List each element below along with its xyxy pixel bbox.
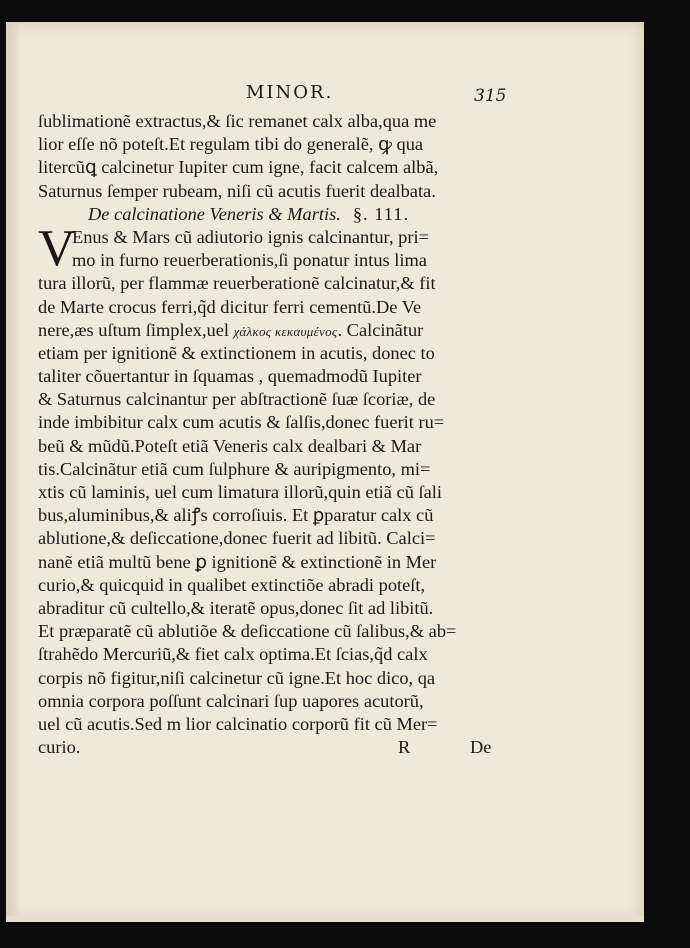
text-line: Saturnus ſemper rubeam, niſi cũ acutis fuerit dealbata. xyxy=(38,180,436,201)
line-text: . Calcinãtur xyxy=(337,319,424,340)
text-line: inde imbibitur calx cum acutis & ſalſis,donec fuerit ru= xyxy=(38,412,445,433)
text-line: uel cũ acutis.Sed m lior calcinatio corporũ fit cũ Mer= xyxy=(38,713,438,734)
running-head: MINOR. xyxy=(246,82,334,103)
final-line xyxy=(38,736,508,759)
section-number: §. 111. xyxy=(352,203,410,224)
text-line: & Saturnus calcinantur per abſtractionẽ ſuæ ſcoriæ, de xyxy=(38,389,436,410)
text-line: ſublimationẽ extractus,& ſic remanet calx alba,qua me xyxy=(38,111,437,131)
text-line: ſtrahẽdo Mercuriũ,& fiet calx optima.Et ſcias,q̃d calx xyxy=(38,644,428,665)
text-line: tura illorũ, per flammæ reuerberationẽ calcinatur,& fit xyxy=(38,273,436,294)
text-line-greek xyxy=(38,319,508,342)
paragraph xyxy=(38,219,508,759)
text-line: corpis nõ figitur,niſi calcinetur cũ igne.Et hoc dico, qa xyxy=(38,667,436,688)
line-text: nere,æs uſtum ſimplex,uel xyxy=(38,319,234,340)
greek-phrase: χάλκος κεκαυμένος xyxy=(233,323,338,339)
text-line: curio. xyxy=(38,737,81,758)
text-line: etiam per ignitionẽ & extinctionem in acutis, donec to xyxy=(38,342,435,363)
text-line: omnia corpora poſſunt calcinari ſup uapores acutorũ, xyxy=(38,690,424,711)
text-line: mo in furno reuerberationis,ſi ponatur intus lima xyxy=(72,250,427,271)
text-line: de Marte crocus ferri,q̃d dicitur ferri cementũ.De Ve xyxy=(38,296,422,317)
book-page xyxy=(6,22,644,922)
text-line: litercũꝗ calcinetur Iupiter cum igne, facit calcem albã, xyxy=(38,157,439,178)
catchword: De xyxy=(470,737,492,758)
text-line: Et præparatẽ cũ ablutiõe & deſiccatione cũ ſalibus,& ab= xyxy=(38,621,457,642)
drop-capital: V xyxy=(38,219,76,277)
text-line: abraditur cũ cultello,& iteratẽ opus,donec ſit ad libitũ. xyxy=(38,597,434,618)
text-line: lior eſſe nõ poteſt.Et regulam tibi do generalẽ, ꝙ qua xyxy=(38,134,424,155)
page-number: 315 xyxy=(474,86,507,106)
section-title: De calcinatione Veneris & Martis. xyxy=(88,203,341,224)
text-line: taliter cõuertantur in ſquamas , quemadmodũ Iupiter xyxy=(38,366,422,387)
text-block xyxy=(38,110,508,759)
text-line: xtis cũ laminis, uel cum limatura illorũ,quin etiã cũ ſali xyxy=(38,482,442,502)
text-line: tis.Calcinãtur etiã cum ſulphure & auripigmento, mi= xyxy=(38,458,431,479)
text-line: curio,& quicquid in qualibet extinctiõe abradi poteſt, xyxy=(38,574,426,595)
text-line: nanẽ etiã multũ bene ꝑ ignitionẽ & extinctionẽ in Mer xyxy=(38,551,437,572)
signature-mark: R xyxy=(398,737,411,758)
text-line: bus,aluminibus,& aliꝭs corroſiuis. Et ꝑparatur calx cũ xyxy=(38,505,434,526)
section-heading xyxy=(38,203,508,226)
text-line: beũ & mũdũ.Poteſt etiã Veneris calx dealbari & Mar xyxy=(38,435,422,456)
text-line: Enus & Mars cũ adiutorio ignis calcinantur, pri= xyxy=(72,226,429,247)
text-line: ablutione,& deſiccatione,donec fuerit ad libitũ. Calci= xyxy=(38,528,436,549)
